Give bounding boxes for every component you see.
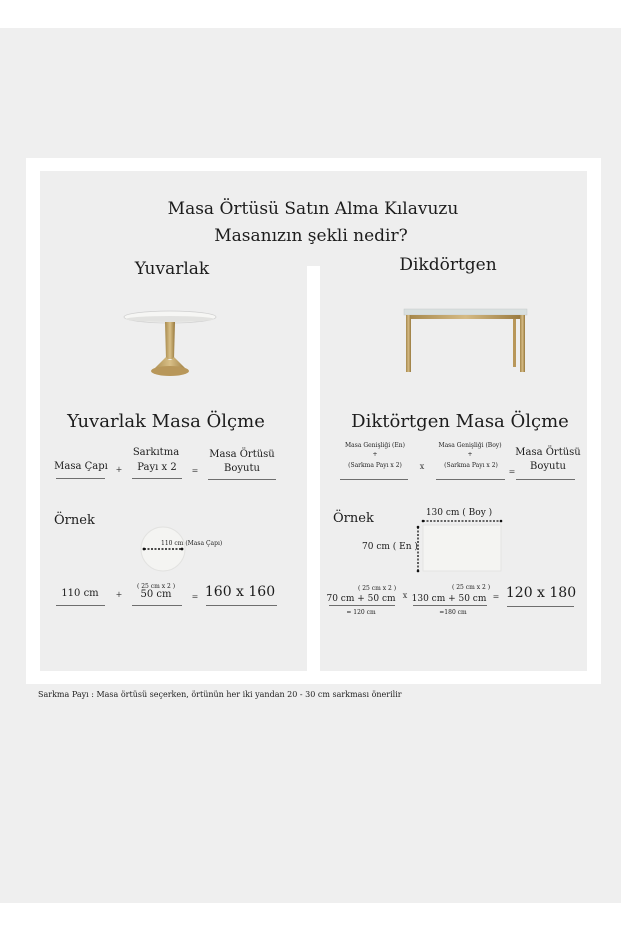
rect-example-l-note: ( 25 cm x 2 ) xyxy=(451,584,491,591)
rect-formula-length-line xyxy=(436,479,505,480)
rect-length-label: 130 cm ( Boy ) xyxy=(425,508,493,518)
rect-example-w-line xyxy=(329,605,395,606)
footnote: Sarkma Payı : Masa örtüsü seçerken, örtünün her iki yandan 20 - 30 cm sarkması önerilir xyxy=(38,690,402,699)
guide-question: Masanızın şekli nedir? xyxy=(214,226,408,246)
rect-example-l-total: =180 cm xyxy=(439,609,467,616)
rect-formula-width-line xyxy=(340,479,408,480)
round-example-result: 160 x 160 xyxy=(204,584,276,600)
round-example-op1: + xyxy=(115,590,123,599)
rect-width-label: 70 cm ( En ) xyxy=(362,542,418,552)
rect-example-op1: x xyxy=(402,591,408,600)
rect-example-label: Örnek xyxy=(333,511,374,526)
round-formula-result-line2: Boyutu xyxy=(224,463,260,474)
round-formula-term1: Masa Çapı xyxy=(54,461,108,472)
round-example-op2: = xyxy=(191,592,199,601)
bottom-band xyxy=(0,903,621,931)
rect-heading: Dikdörtgen xyxy=(399,255,497,275)
rect-example-op2: = xyxy=(492,592,500,601)
round-formula-op1: + xyxy=(115,465,123,474)
rect-example-w-expr: 70 cm + 50 cm xyxy=(326,594,396,604)
round-formula-term1-line xyxy=(56,478,105,479)
round-table-image xyxy=(122,305,218,380)
rect-formula-width-bottom: (Sarkma Payı x 2) xyxy=(348,462,402,469)
round-formula-term2-line xyxy=(132,478,182,479)
round-heading: Yuvarlak xyxy=(134,259,210,279)
rect-example-result: 120 x 180 xyxy=(505,585,577,601)
round-example-result-line xyxy=(206,605,277,606)
rect-example-w-note: ( 25 cm x 2 ) xyxy=(357,585,397,592)
round-formula-result-line1: Masa Örtüsü xyxy=(209,449,275,460)
round-example-term2: 50 cm xyxy=(140,589,172,600)
round-example-diagram-label: 110 cm (Masa Çapı) xyxy=(161,540,223,547)
round-formula-result-line xyxy=(208,479,276,480)
round-example-term2-note: ( 25 cm x 2 ) xyxy=(136,583,176,590)
rect-formula-op2: = xyxy=(508,467,516,476)
round-formula-term2-line2: Payı x 2 xyxy=(137,462,177,473)
rect-example-l-line xyxy=(413,605,487,606)
rect-measure-title: Diktörtgen Masa Ölçme xyxy=(351,411,569,432)
rect-formula-result-line xyxy=(516,479,575,480)
rect-example-l-expr: 130 cm + 50 cm xyxy=(411,594,487,604)
rect-formula-result-line1: Masa Örtüsü xyxy=(515,447,581,458)
round-measure-title: Yuvarlak Masa Ölçme xyxy=(67,411,265,432)
round-formula-op2: = xyxy=(191,466,199,475)
round-example-term2-line xyxy=(132,605,182,606)
rect-example-w-total: = 120 cm xyxy=(346,609,376,616)
rect-formula-width-plus: + xyxy=(372,451,378,458)
rect-formula-result-line2: Boyutu xyxy=(530,461,566,472)
rect-formula-length-bottom: (Sarkma Payı x 2) xyxy=(444,462,498,469)
round-example-label: Örnek xyxy=(54,513,95,528)
rect-formula-op1: x xyxy=(419,462,425,471)
rect-example-diagram xyxy=(405,515,505,575)
round-example-term1: 110 cm xyxy=(61,588,99,599)
top-band xyxy=(0,0,621,28)
rect-table-image xyxy=(403,308,528,374)
guide-title: Masa Örtüsü Satın Alma Kılavuzu xyxy=(167,199,459,219)
rect-formula-length-top: Masa Genişliği (Boy) xyxy=(438,442,502,449)
rect-example-result-line xyxy=(507,606,574,607)
round-example-diagram xyxy=(140,526,186,572)
round-example-term1-line xyxy=(56,605,105,606)
rect-formula-length-plus: + xyxy=(467,451,473,458)
round-formula-term2-line1: Sarkıtma xyxy=(132,447,180,458)
rect-formula-width-top: Masa Genişliği (En) xyxy=(345,442,405,449)
